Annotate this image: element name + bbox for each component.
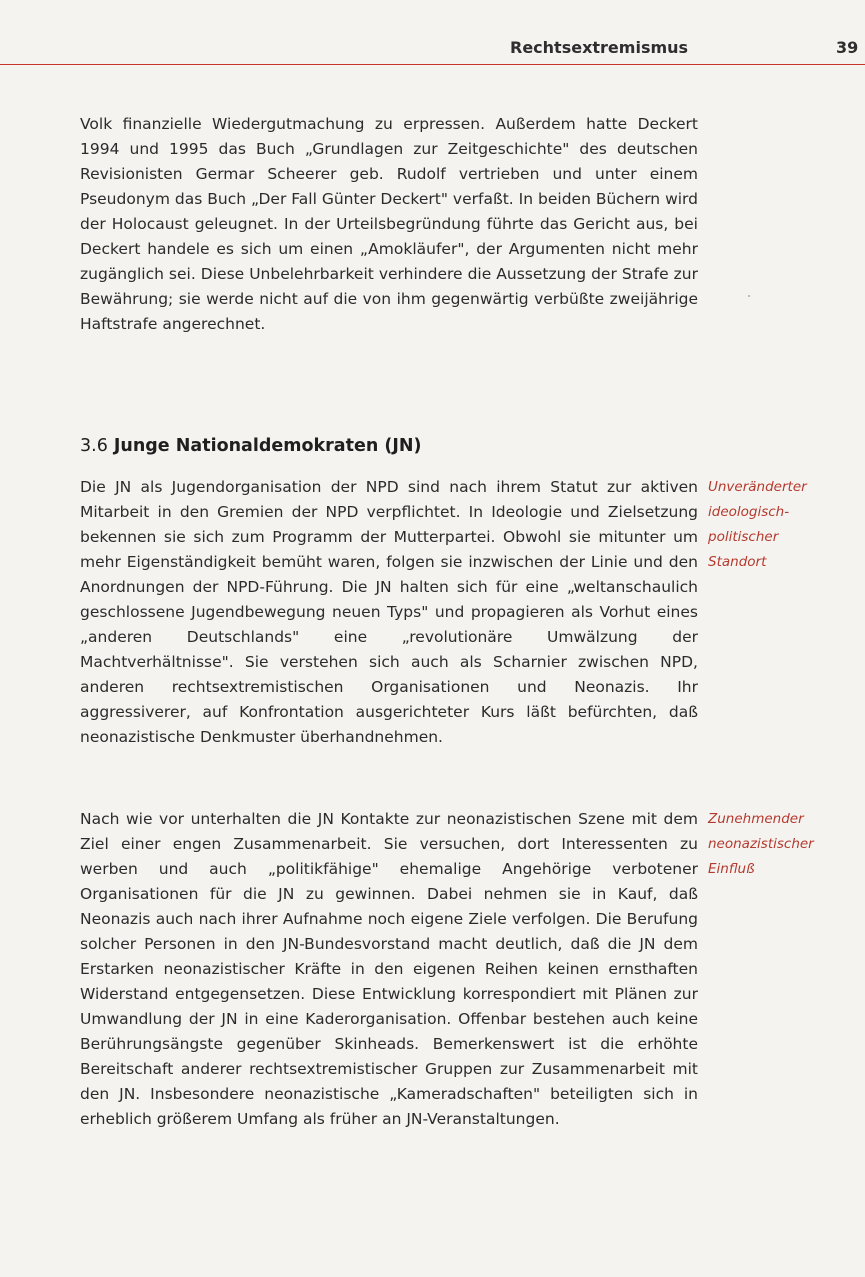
section-number: 3.6 [80, 436, 108, 456]
section-paragraph-2: Nach wie vor unterhalten die JN Kontakte zur neonazistischen Szene mit dem Ziel einer engen Zusammenarbeit. Sie versuchen, dort Interessenten zu werben und auch „politikfähige" ehemalige Angehörige verbotener Organisationen für die JN zu gewinnen. Dabei nehmen sie in Kauf, daß Neonazis auch nach ihrer Aufnahme noch eigene Ziele verfolgen. Die Berufung solcher Personen in den JN-Bundesvorstand macht deutlich, daß die JN dem Erstarken neonazistischer Kräfte in den eigenen Reihen keinen ernsthaften Widerstand entgegensetzen. Diese Entwicklung korrespondiert mit Plänen zur Umwandlung der JN in eine Kaderorganisation. Offenbar bestehen auch keine Berührungsängste gegenüber Skinheads. Bemerkenswert ist die erhöhte Bereitschaft anderer rechtsextremistischer Gruppen zur Zusammenarbeit mit den JN. Insbesondere neonazistische „Kameradschaften" beteiligten sich in erheblich größerem Umfang als früher an JN-Veranstaltungen. [80, 810, 698, 1128]
running-header-title: Rechtsextremismus [510, 38, 689, 57]
section-paragraph-2-block [80, 807, 698, 1132]
header-rule [0, 64, 865, 65]
margin-note-line: ideologisch- [708, 504, 790, 520]
margin-note-line: neonazistischer [708, 836, 814, 852]
intro-paragraph: Volk finanzielle Wiedergutmachung zu erpressen. Außerdem hatte Deckert 1994 und 1995 das Buch „Grundlagen zur Zeitgeschichte" des deutschen Revisionisten Germar Scheerer geb. Rudolf vertrieben und unter einem Pseudonym das Buch „Der Fall Günter Deckert" verfaßt. In beiden Büchern wird der Holocaust geleugnet. In der Urteilsbegründung führte das Gericht aus, bei Deckert handele es sich um einen „Amokläufer", der Argumenten nicht mehr zugänglich sei. Diese Unbelehrbarkeit verhindere die Aussetzung der Strafe zur Bewährung; sie werde nicht auf die von ihm gegenwärtig verbüßte zweijährige Haftstrafe angerechnet. [80, 115, 698, 333]
section-paragraph-1: Die JN als Jugendorganisation der NPD sind nach ihrem Statut zur aktiven Mitarbeit in den Gremien der NPD verpflichtet. In Ideologie und Zielsetzung bekennen sie sich zum Programm der Mutterpartei. Obwohl sie mitunter um mehr Eigenständigkeit bemüht waren, folgen sie inzwischen der Linie und den Anordnungen der NPD-Führung. Die JN halten sich für eine „weltanschaulich geschlossene Jugendbewegung neuen Typs" und propagieren als Vorhut eines „anderen Deutschlands" eine „revolutionäre Umwälzung der Machtverhältnisse". Sie verstehen sich auch als Scharnier zwischen NPD, anderen rechtsextremistischen Organisationen und Neonazis. Ihr aggressiverer, auf Konfrontation ausgerichteter Kurs läßt befürchten, daß neonazistische Denkmuster überhandnehmen. [80, 478, 698, 746]
margin-note-line: Standort [708, 554, 767, 570]
section-paragraph-1-block [80, 475, 698, 750]
margin-note-standort [708, 475, 848, 575]
margin-note-line: politischer [708, 529, 779, 545]
stray-dot [748, 295, 750, 297]
margin-note-einfluss [708, 807, 848, 882]
margin-note-line: Zunehmender [708, 811, 804, 827]
section-heading [80, 436, 422, 456]
margin-note-line: Unveränderter [708, 479, 807, 495]
section-title: Junge Nationaldemokraten (JN) [113, 436, 422, 456]
page-number: 39 [836, 38, 859, 57]
margin-note-line: Einfluß [708, 861, 755, 877]
intro-paragraph-block [80, 112, 698, 337]
